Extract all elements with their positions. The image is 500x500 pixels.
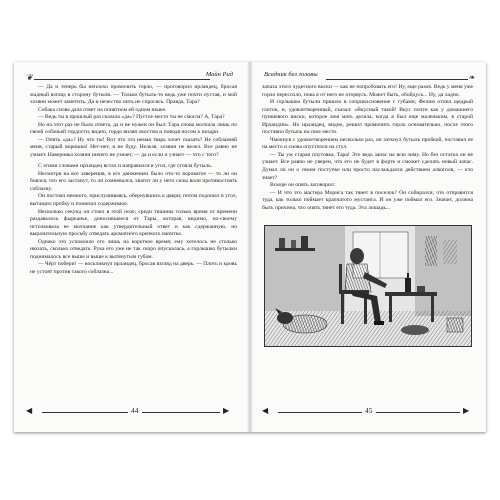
footer-ornament-icon: ◀ [262, 406, 269, 415]
paragraph: С этими словами ирландец встал и направился в угол, где стояла бутыль. [38, 163, 213, 170]
right-page-number: 45 [362, 406, 376, 415]
left-header-author: Майн Рид [205, 71, 233, 78]
left-running-header [20, 68, 245, 84]
paragraph: — Ты уж старая плутовка, Тара! Это ведь запас на всю зиму. Но без остатка он не узнает. Все равно не уверен, что его не будет в форте и сможет сделать новый запас. Думал ли он о своем поступке или просто наслаждался действием алкоголя, — кто знает? [262, 151, 473, 181]
left-page-footer [20, 406, 245, 420]
paragraph: запаха этого чудесного виски — как не попробовать его! Ну, еще разок. Ведь у меня уже горло пересохло, пока я от него не оторвусь. Может быть, обойдусь... Ну, да ладно. [262, 84, 473, 98]
paragraph: — Ведь ты в прошлый раз сказала «да»? Пустое место ты не смогла? А, Тара? [38, 114, 225, 121]
paragraph: Собака снова дала ответ на понятном ей одном языке. [38, 106, 167, 113]
paragraph: Но на этот раз не было ответа, да и не нужен он был: Тара снова молчала лишь по своей собачьей гордости, видно, гордо виляя хвостом и поводя носом к ноздри. [30, 121, 237, 136]
book-gutter [247, 62, 253, 432]
left-page-number: 44 [128, 406, 142, 415]
left-page-text [30, 84, 237, 394]
paragraph: — И что это мастера Мориса так тянет в поселок? Он собирался, что отправится туда, как только поймает крапчатого мустанга. И он уже поймал его. Значит, должна быть причина, что опять тянет его туда. Эта лошадь... [262, 189, 473, 211]
paragraph: Вскоре он опять заговорил: [270, 182, 336, 189]
paragraph: Несколько секунд он стоял в этой позе; среди тишины только время от времени раздавалось фырканье, доносившееся от Тары, которая, видимо, по-своему истолковала ее молчание как утвердительный ответ и как сдержанную, но выразительную просьбу отведать ароматного крепкого напитка. [30, 208, 237, 238]
paragraph: — Опять «да»? Ну что ты! Вот что эта немая тварь хочет сказать? Не соблазняй меня, старый воришка! Нет-нет, я не буду. Нельзя, хозяин не велел. Все равно не узнает. Наверняка хозяин ничего не узнает, — да и если и узнает — что с того? [30, 136, 237, 158]
book-illustration [264, 225, 472, 347]
header-flourish-icon: ❦ [26, 73, 33, 82]
right-page [256, 62, 481, 432]
paragraph: Несмотря на все заверения, в его движениях было что-то вороватое — то ли он боялся, что его застанут, то ли сомневался, хватит ли у него силы воли противостоять соблазну. [30, 170, 237, 192]
right-running-header [256, 68, 481, 84]
right-header-title: Всадник без головы [264, 71, 318, 78]
right-page-footer [256, 406, 481, 420]
paragraph: И горлышко бутыли пришло в соприкосновение с губами; Фелим отпил щедрый глоток, и, удовлетворенный, сказал: «Вкусный такой! Вкус почти как у домашнего пуншевого виски, которое моя мать делала, когда я был еще маленьким, в старой Ирландии». Но ирландец, видно, решил промочить горло основательно, после этого поставил бутыль на свое место. [262, 99, 473, 136]
illustration-engraving [265, 226, 471, 346]
right-page-text [262, 84, 473, 222]
book-spread [14, 62, 486, 432]
paragraph: — Чёрт побери! — воскликнул ирландец, бросая взгляд на дверь. — Плоть и кровь не устоят против такого соблазна... [30, 261, 237, 275]
header-flourish-icon: ❧ [468, 73, 475, 82]
header-rule [326, 79, 468, 80]
paragraph: Однако это успокоило его лишь на короткое время; ему хотелось не столько нюхать, сколько отведать. Рука его уже не так скоро опускалась, а горлышко бутылки поднималось все выше и выше к вытянутым губам. [30, 238, 237, 260]
footer-ornament-icon: ▶ [463, 406, 470, 415]
footer-ornament-icon: ◀ [26, 406, 33, 415]
header-rule [34, 79, 210, 80]
paragraph: Чмокнув с удовлетворением несколько раз, он заткнул бутыль пробкой, поставил ее на место и снова опустился на стул. [262, 136, 473, 151]
paragraph: — Да и теперь бы неплохо промочить горло, — проговорил ирландец, бросая жадный взгляд в сторону бутыли. — Только бутыль-то ведь уже почти пустая, и мой хозяин может заметить. Да и нечестно пить не спросясь. Правда, Тара? [30, 84, 237, 106]
footer-ornament-icon: ▶ [223, 406, 230, 415]
paragraph: Он постоял немного, прислушиваясь, обернувшись к двери; потом подошел в угол, вытащил пробку и понюхал содержимое. [30, 193, 237, 207]
left-page [20, 62, 245, 432]
